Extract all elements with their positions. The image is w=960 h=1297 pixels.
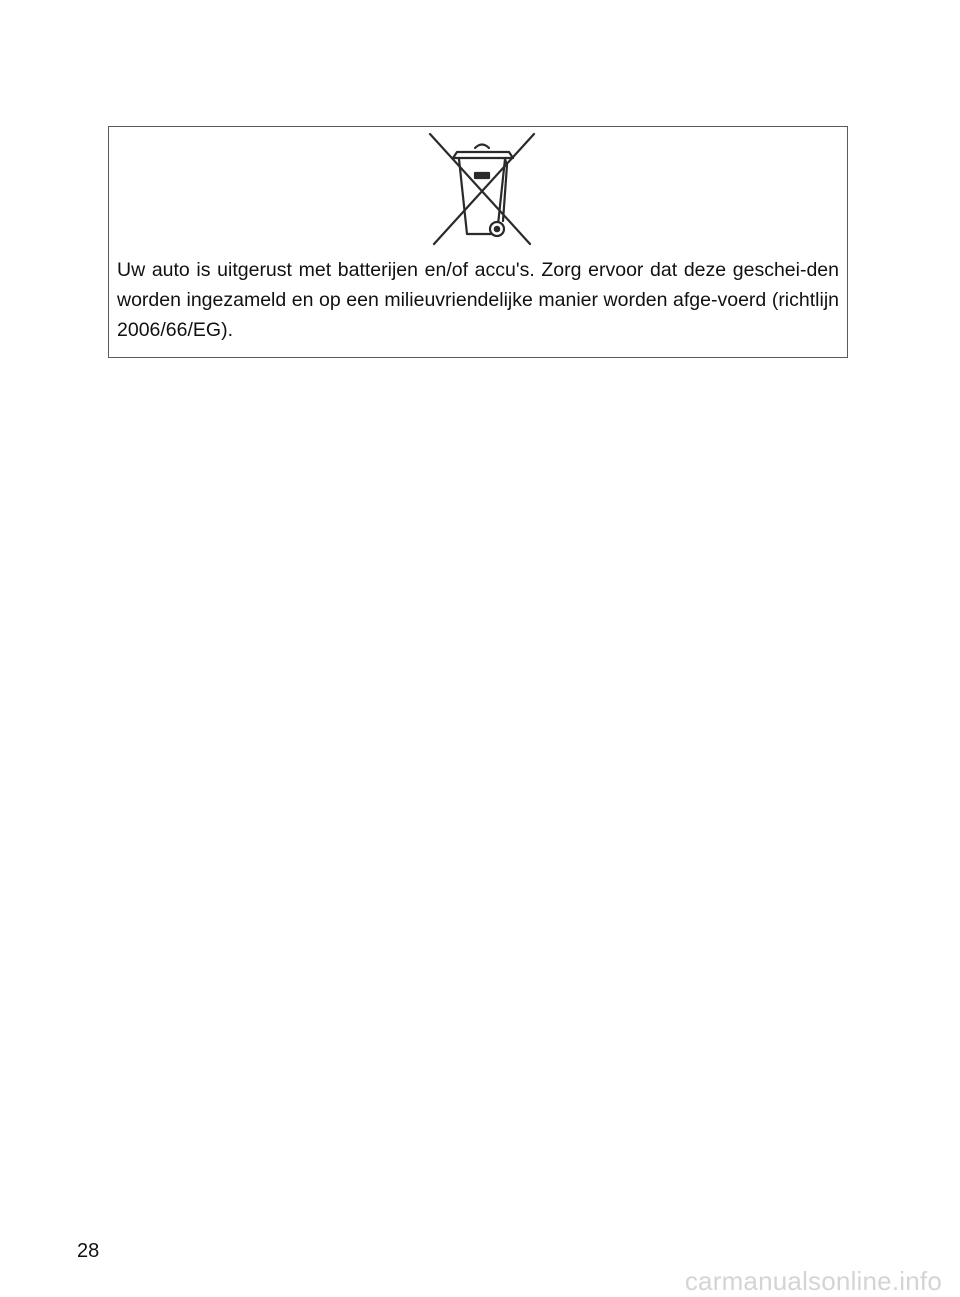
crossed-out-wheeled-bin-icon — [427, 131, 537, 247]
battery-disposal-notice — [108, 126, 848, 358]
watermark: carmanualsonline.info — [684, 1266, 942, 1296]
page-number: 28 — [77, 1240, 100, 1262]
notice-text: Uw auto is uitgerust met batterijen en/of accu's. Zorg ervoor dat deze geschei-den worden ingezameld en op een milieuvriendelijke manier worden afge-voerd (richtlijn 2006/66/EG). — [117, 259, 839, 341]
